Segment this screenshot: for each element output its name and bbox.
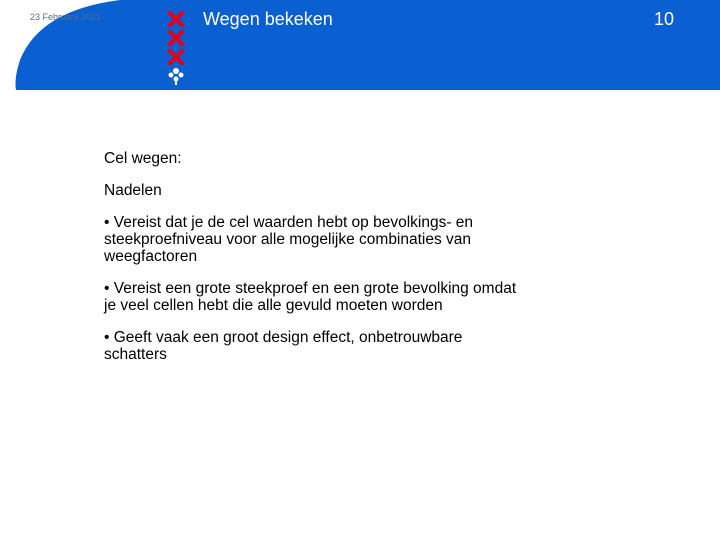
- slide-date: 23 February 2021: [30, 12, 102, 22]
- amsterdam-logo-icon: [165, 8, 187, 86]
- slide-body: [104, 150, 664, 378]
- bullet-item: • Geeft vaak een groot design effect, onbetrouwbare schatters: [104, 329, 463, 363]
- body-subheading: Nadelen: [104, 182, 162, 199]
- bullet-item: • Vereist dat je de cel waarden hebt op bevolkings- en steekproefniveau voor alle mogelijke combinaties van weegfactoren: [104, 214, 474, 265]
- bullet-item: • Vereist een grote steekproef en een grote bevolking omdat je veel cellen hebt die alle gevuld moeten worden: [104, 280, 517, 314]
- header-bar: [0, 0, 720, 90]
- body-heading: Cel wegen:: [104, 150, 182, 167]
- slide-title: Wegen bekeken: [203, 9, 333, 29]
- page-number: 10: [654, 9, 675, 29]
